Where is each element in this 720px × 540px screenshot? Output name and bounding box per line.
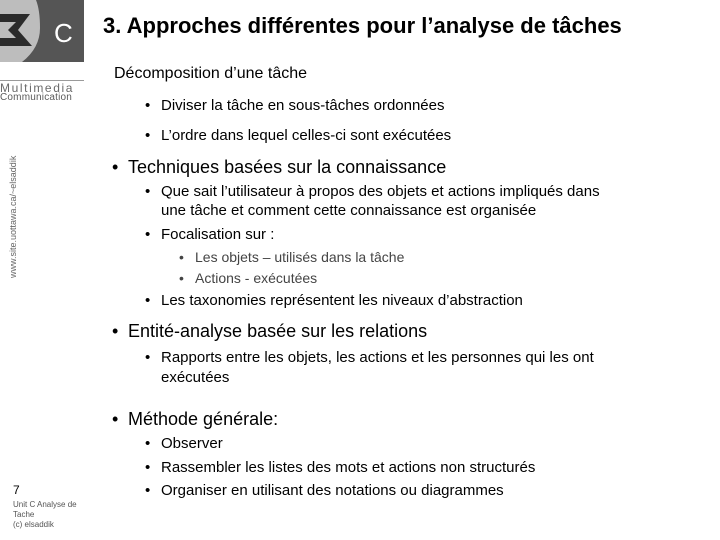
list-item-text: Observer [161,435,223,452]
bullet: • [145,349,151,366]
list-item-text: Focalisation sur : [161,226,275,243]
list-item-text: Rapports entre les objets, les actions et les personnes qui les ont [161,349,594,366]
bullet: • [145,435,151,452]
footer-line: Tache [13,510,35,519]
bullet: • [145,226,151,243]
bullet: • [145,292,151,309]
list-item [145,97,445,114]
list-item-text: Les objets – utilisés dans la tâche [195,249,405,265]
bullet: • [145,97,151,114]
list-item-text: Rassembler les listes des mots et actions non structurés [161,459,536,476]
bullet: • [145,183,151,200]
list-item [145,127,451,144]
logo-letter: C [54,18,73,48]
slide-number: 7 [13,483,20,497]
list-item-text: Techniques basées sur la connaissance [128,157,447,177]
list-item [145,482,504,499]
list-item [179,249,404,265]
list-item [145,226,274,243]
footer-line: (c) elsaddik [13,520,54,529]
slide-subtitle: Décomposition d’une tâche [114,65,308,82]
list-item-continuation: exécutées [161,369,230,386]
list-item [145,459,535,476]
list-item-text: Les taxonomies représentent les niveaux d’abstraction [161,292,523,309]
bullet: • [179,249,184,265]
list-item-text: Entité-analyse basée sur les relations [128,321,428,341]
logo-multimedia: Multimedia [0,81,75,95]
list-item-text: Organiser en utilisant des notations ou diagrammes [161,482,504,499]
list-item-text: Actions - exécutées [195,270,318,286]
bullet: • [112,409,119,429]
logo-mark-icon [0,0,84,62]
list-item [112,157,446,178]
side-url: www.site.uottawa.ca/~elsaddik [8,155,18,278]
bullet: • [145,127,151,144]
list-item-text: L’ordre dans lequel celles-ci sont exécutées [161,127,452,144]
bullet: • [145,482,151,499]
footer [13,500,93,530]
logo [0,0,84,62]
list-item [145,183,600,200]
footer-line: Unit C Analyse de [13,500,77,509]
logo-communication: Communication [0,92,73,103]
bullet: • [145,459,151,476]
bullet: • [112,157,119,177]
list-item-text: Que sait l’utilisateur à propos des objets et actions impliqués dans [161,183,600,200]
list-item [145,435,223,452]
slide-title: 3. Approches différentes pour l’analyse de tâches [103,13,622,38]
list-item [145,349,594,366]
list-item [112,409,278,430]
bullet: • [112,321,119,341]
list-item-text: Méthode générale: [128,409,279,429]
list-item [145,292,523,309]
list-item-continuation: une tâche et comment cette connaissance est organisée [161,202,537,219]
bullet: • [179,270,184,286]
list-item [112,321,427,342]
list-item-text: Diviser la tâche en sous-tâches ordonnées [161,97,445,114]
list-item [179,270,317,286]
